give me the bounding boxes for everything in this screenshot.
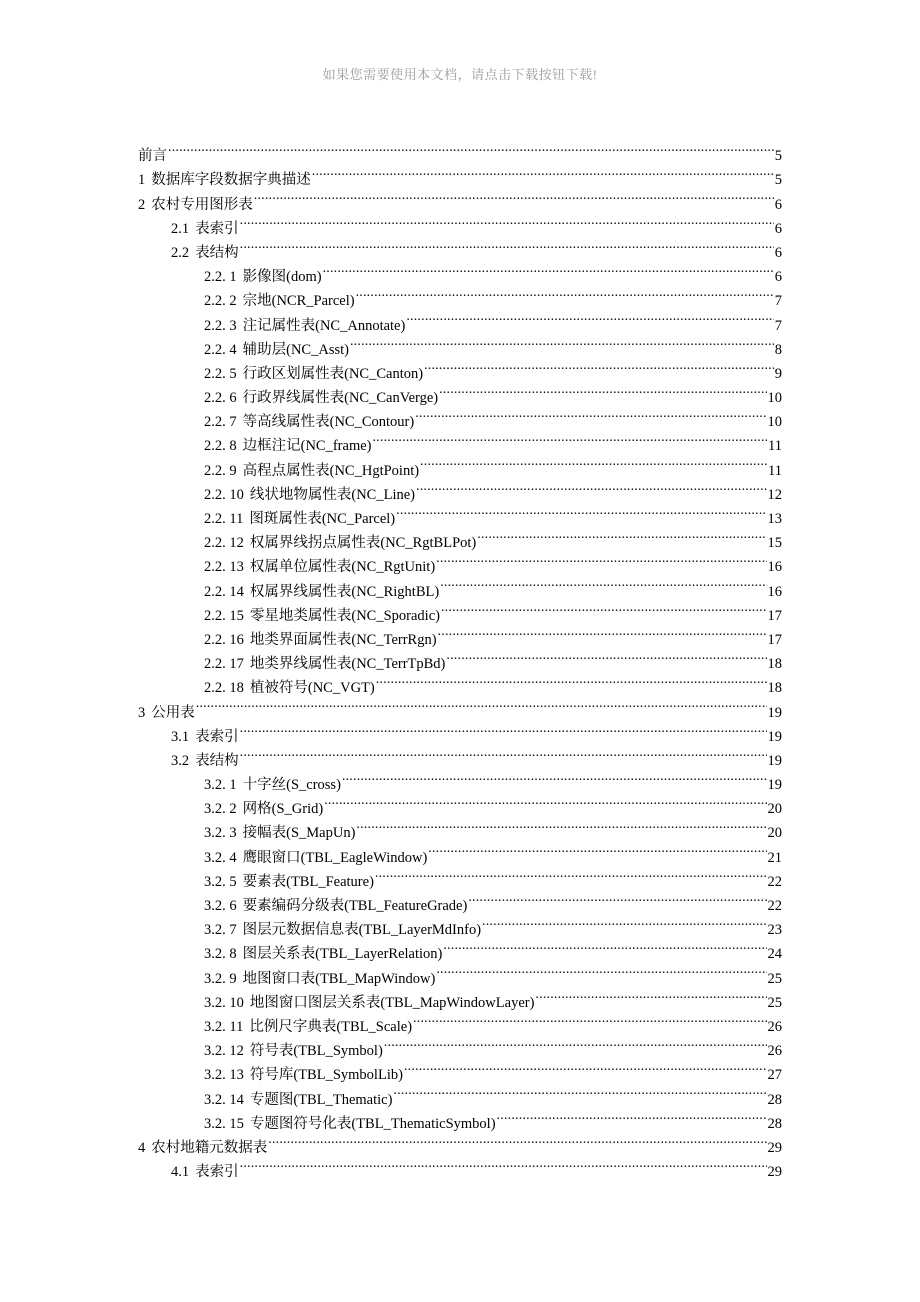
toc-entry-title: 权属界线拐点属性表(NC_RgtBLPot)	[249, 535, 477, 552]
toc-entry-title: 农村地籍元数据表	[151, 1139, 268, 1156]
toc-leader-dots	[477, 523, 766, 547]
toc-entry-number: 2.2. 1	[204, 269, 237, 286]
toc-entry-number: 2.2. 14	[204, 583, 244, 600]
toc-entry-page: 18	[767, 680, 782, 697]
toc-entry-title: 宗地(NCR_Parcel)	[242, 293, 355, 310]
toc-entry-page: 8	[774, 341, 782, 358]
toc-entry-title: 行政界线属性表(NC_CanVerge)	[242, 390, 439, 407]
toc-entry-page: 6	[774, 220, 782, 237]
toc-entry-number: 3.2	[171, 752, 190, 769]
toc-entry-number: 2.2. 8	[204, 438, 237, 455]
toc-leader-dots	[254, 184, 774, 208]
download-watermark: 如果您需要使用本文档，请点击下载按钮下载!	[322, 67, 598, 82]
toc-entry-number: 4.1	[171, 1164, 190, 1181]
toc-leader-dots	[446, 644, 766, 668]
toc-entry-title: 地类界线属性表(NC_TerrTpBd)	[249, 656, 446, 673]
toc-entry-number: 2.2. 10	[204, 486, 244, 503]
toc-entry-page: 9	[774, 365, 782, 382]
toc-entry-number: 3.2. 6	[204, 898, 237, 914]
toc-entry-page: 22	[767, 873, 782, 890]
toc-leader-dots	[436, 958, 766, 982]
toc-leader-dots	[396, 499, 766, 523]
toc-entry-page: 20	[767, 801, 782, 818]
toc-entry-page: 12	[767, 486, 782, 503]
toc-entry-number: 3.2. 3	[204, 825, 237, 842]
toc-leader-dots	[440, 571, 766, 595]
toc-leader-dots	[324, 789, 766, 813]
toc-entry-title: 零星地类属性表(NC_Sporadic)	[249, 607, 440, 624]
toc-entry-page: 26	[767, 1043, 782, 1060]
toc-entry-page: 6	[774, 244, 782, 261]
toc-entry-number: 3.2. 1	[204, 777, 237, 794]
toc-entry-number: 2.2	[171, 244, 190, 261]
toc-entry-page: 25	[767, 970, 782, 987]
toc-entry-title: 符号库(TBL_SymbolLib)	[249, 1067, 403, 1084]
toc-leader-dots	[384, 1031, 767, 1055]
toc-entry-title: 地图窗口表(TBL_MapWindow)	[242, 970, 436, 987]
toc-leader-dots	[404, 1055, 767, 1079]
toc-entry-number: 2.2. 17	[204, 656, 244, 673]
toc-entry-number: 2.2. 3	[204, 317, 237, 334]
toc-entry-title: 地类界面属性表(NC_TerrRgn)	[249, 631, 437, 648]
toc-entry-page: 25	[767, 994, 782, 1011]
toc-leader-dots	[168, 136, 774, 160]
toc-entry-title: 注记属性表(NC_Annotate)	[242, 317, 406, 334]
toc-entry-title: 地图窗口图层关系表(TBL_MapWindowLayer)	[249, 994, 535, 1011]
toc-leader-dots	[393, 1079, 766, 1103]
toc-entry-page: 10	[767, 414, 782, 431]
toc-entry-page: 16	[767, 559, 782, 576]
toc-leader-dots	[240, 233, 774, 257]
toc-entry-page: 15	[767, 535, 782, 552]
toc-entry-title: 符号表(TBL_Symbol)	[249, 1043, 383, 1060]
toc-entry-number: 2.2. 11	[204, 511, 244, 527]
toc-entry-title: 辅助层(NC_Asst)	[242, 341, 349, 358]
toc-entry-page: 11	[768, 438, 782, 455]
toc-entry-title: 表索引	[195, 220, 239, 237]
toc-entry-number: 2.2. 7	[204, 414, 237, 431]
toc-entry-title: 图层关系表(TBL_LayerRelation)	[242, 946, 443, 963]
toc-entry-page: 22	[767, 898, 782, 914]
toc-entry-page: 19	[767, 752, 782, 769]
toc-leader-dots	[342, 765, 767, 789]
toc-entry-page: 19	[767, 728, 782, 745]
toc-entry-page: 21	[767, 849, 782, 866]
toc-entry-number: 1	[138, 172, 146, 189]
toc-entry-number: 3.1	[171, 728, 190, 745]
toc-entry-page: 29	[767, 1139, 782, 1156]
toc-leader-dots	[468, 886, 766, 910]
toc-entry-page: 23	[767, 922, 782, 939]
toc-entry-number: 3.2. 13	[204, 1067, 244, 1084]
toc-entry-number: 2.2. 18	[204, 680, 244, 697]
toc-entry-page: 18	[767, 656, 782, 673]
toc-entry-number: 3.2. 9	[204, 970, 237, 987]
toc-entry-page: 28	[767, 1115, 782, 1132]
toc-entry-page: 5	[774, 148, 782, 165]
toc-entry-number: 3.2. 15	[204, 1115, 244, 1132]
toc-entry-title: 图层元数据信息表(TBL_LayerMdInfo)	[242, 922, 482, 939]
toc-leader-dots	[372, 426, 767, 450]
toc-entry-title: 高程点属性表(NC_HgtPoint)	[242, 462, 420, 479]
toc-entry-number: 3.2. 12	[204, 1043, 244, 1060]
toc-leader-dots	[482, 910, 766, 934]
toc-entry-number: 2.2. 9	[204, 462, 237, 479]
toc-entry-number: 3.2. 7	[204, 922, 237, 939]
toc-entry-page: 16	[767, 583, 782, 600]
toc-entry-page: 7	[774, 317, 782, 334]
toc-entry-page: 11	[768, 462, 782, 479]
toc-entry-title: 权属界线属性表(NC_RightBL)	[249, 583, 440, 600]
toc-leader-dots	[268, 1128, 766, 1152]
toc-entry-number: 2.2. 16	[204, 631, 244, 648]
toc-leader-dots	[438, 620, 767, 644]
toc-entry-title: 专题图符号化表(TBL_ThematicSymbol)	[249, 1115, 496, 1132]
toc-entry-title: 表结构	[195, 752, 239, 769]
toc-leader-dots	[415, 402, 766, 426]
toc-entry[interactable]	[138, 717, 782, 745]
toc-entry-page: 29	[767, 1164, 782, 1181]
toc-entry-page: 20	[767, 825, 782, 842]
toc-entry-page: 24	[767, 946, 782, 963]
toc-entry-number: 2.1	[171, 220, 190, 237]
toc-entry-number: 2.2. 12	[204, 535, 244, 552]
toc-leader-dots	[436, 547, 766, 571]
toc-entry-page: 5	[774, 172, 782, 189]
toc-leader-dots	[535, 983, 766, 1007]
toc-entry[interactable]	[138, 160, 782, 189]
toc-entry-page: 6	[774, 269, 782, 286]
toc-leader-dots	[441, 596, 767, 620]
toc-leader-dots	[240, 209, 774, 233]
toc-entry-title: 线状地物属性表(NC_Line)	[249, 486, 415, 503]
toc-leader-dots	[240, 741, 767, 765]
toc-entry-title: 数据库字段数据字典描述	[151, 172, 311, 189]
toc-entry-title: 表结构	[195, 244, 239, 261]
toc-entry-title: 农村专用图形表	[151, 196, 253, 213]
toc-leader-dots	[439, 378, 766, 402]
toc-entry-title: 公用表	[151, 704, 195, 721]
toc-entry-number: 2.2. 4	[204, 341, 237, 358]
toc-leader-dots	[428, 837, 766, 861]
toc-entry-title: 前言	[138, 148, 167, 165]
toc-entry-number: 2.2. 13	[204, 559, 244, 576]
toc-leader-dots	[240, 717, 767, 741]
toc-entry-number: 2.2. 15	[204, 607, 244, 624]
toc-entry-number: 3.2. 2	[204, 801, 237, 818]
toc-entry-title: 等高线属性表(NC_Contour)	[242, 414, 415, 431]
toc-leader-dots	[406, 305, 773, 329]
toc-leader-dots	[420, 450, 767, 474]
toc-entry-title: 权属单位属性表(NC_RgtUnit)	[249, 559, 436, 576]
toc-entry-title: 比例尺字典表(TBL_Scale)	[249, 1018, 413, 1035]
toc-leader-dots	[312, 160, 774, 184]
toc-leader-dots	[240, 1152, 767, 1176]
toc-entry-title: 鹰眼窗口(TBL_EagleWindow)	[242, 849, 428, 866]
toc-leader-dots	[375, 862, 767, 886]
toc-entry-page: 27	[767, 1067, 782, 1084]
toc-entry-page: 10	[767, 390, 782, 407]
toc-leader-dots	[323, 257, 774, 281]
toc-leader-dots	[356, 813, 766, 837]
toc-leader-dots	[196, 692, 767, 716]
toc-entry-number: 3.2. 4	[204, 849, 237, 866]
toc-leader-dots	[376, 668, 767, 692]
toc-entry-number: 2	[138, 196, 146, 213]
toc-entry-number: 3.2. 11	[204, 1018, 244, 1035]
toc-entry-page: 17	[767, 631, 782, 648]
toc-entry-number: 2.2. 6	[204, 390, 237, 407]
toc-entry-title: 行政区划属性表(NC_Canton)	[242, 365, 424, 382]
toc-entry-title: 要素编码分级表(TBL_FeatureGrade)	[242, 898, 468, 914]
toc-entry-title: 接幅表(S_MapUn)	[242, 825, 356, 842]
toc-leader-dots	[416, 475, 767, 499]
toc-entry-page: 17	[767, 607, 782, 624]
toc-entry[interactable]	[138, 692, 782, 721]
toc-leader-dots	[497, 1104, 767, 1128]
toc-entry-number: 2.2. 5	[204, 365, 237, 382]
toc-entry-title: 图斑属性表(NC_Parcel)	[249, 511, 396, 527]
toc-entry-page: 6	[774, 196, 782, 213]
toc-entry-title: 表索引	[195, 1164, 239, 1181]
toc-entry-title: 要素表(TBL_Feature)	[242, 873, 374, 890]
toc-entry-page: 13	[767, 511, 782, 527]
toc-leader-dots	[350, 330, 774, 354]
toc-entry-number: 2.2. 2	[204, 293, 237, 310]
toc-entry-page: 19	[767, 777, 782, 794]
toc-entry-number: 3.2. 8	[204, 946, 237, 963]
toc-leader-dots	[424, 354, 774, 378]
toc-entry-title: 植被符号(NC_VGT)	[249, 680, 375, 697]
toc-entry-number: 4	[138, 1139, 146, 1156]
toc-entry-number: 3	[138, 704, 146, 721]
table-of-contents	[138, 136, 782, 1181]
toc-entry-title: 影像图(dom)	[242, 269, 322, 286]
toc-entry-page: 19	[767, 704, 782, 721]
toc-entry-page: 7	[774, 293, 782, 310]
toc-entry-title: 十字丝(S_cross)	[242, 777, 341, 794]
toc-entry[interactable]	[138, 136, 782, 165]
toc-entry-title: 专题图(TBL_Thematic)	[249, 1091, 393, 1108]
toc-entry-number: 3.2. 5	[204, 873, 237, 890]
toc-entry-title: 边框注记(NC_frame)	[242, 438, 372, 455]
toc-entry-page: 28	[767, 1091, 782, 1108]
toc-leader-dots	[413, 1007, 766, 1031]
toc-leader-dots	[443, 934, 766, 958]
toc-leader-dots	[356, 281, 774, 305]
toc-entry-number: 3.2. 10	[204, 994, 244, 1011]
toc-entry-title: 表索引	[195, 728, 239, 745]
toc-entry-page: 26	[767, 1018, 782, 1035]
toc-entry-number: 3.2. 14	[204, 1091, 244, 1108]
toc-entry-title: 网格(S_Grid)	[242, 801, 324, 818]
